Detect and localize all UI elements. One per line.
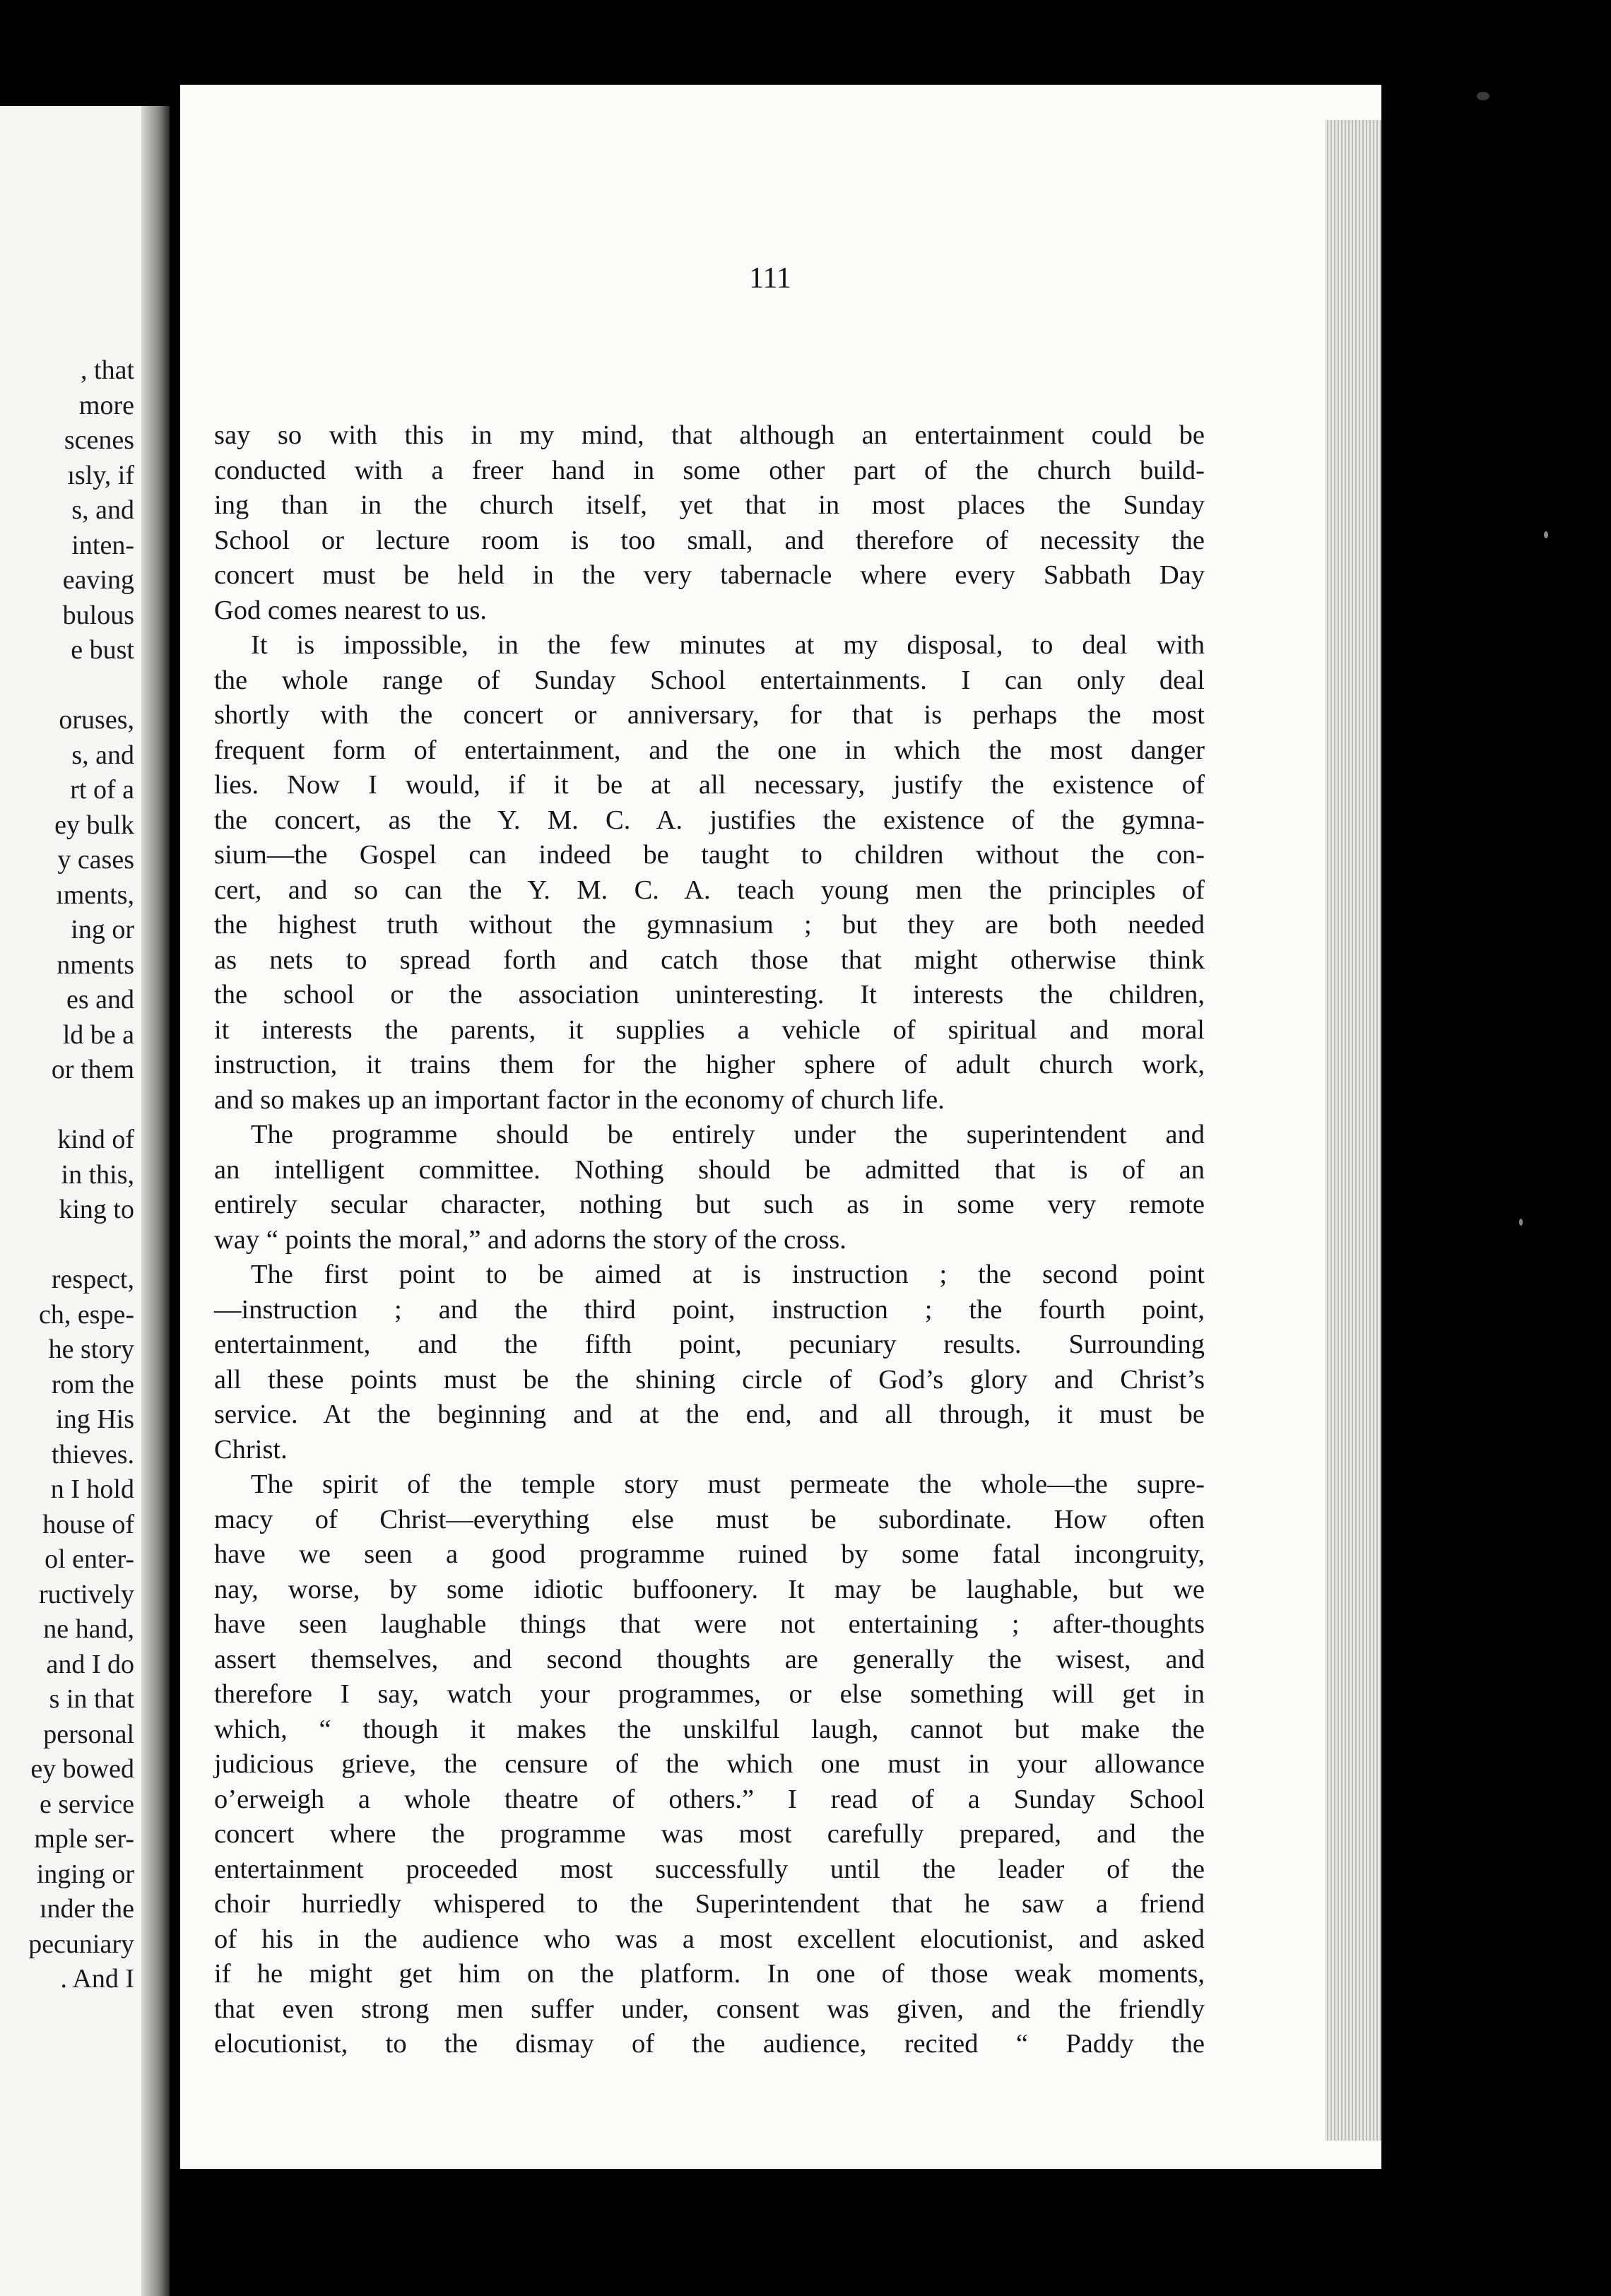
text-line: assert themselves, and second thoughts are generally the wisest, and	[214, 1644, 1205, 1674]
facing-text-fragment: , that	[81, 355, 134, 385]
text-line: concert must be held in the very tabernacle where every Sabbath Day	[214, 560, 1205, 590]
facing-text-fragment: ne hand,	[43, 1614, 134, 1644]
text-line: entertainment, and the fifth point, pecuniary results. Surrounding	[214, 1330, 1205, 1359]
text-line: conducted with a freer hand in some other part of the church build-	[214, 455, 1205, 485]
facing-text-fragment: y cases	[57, 845, 134, 875]
text-line: an intelligent committee. Nothing should be admitted that is of an	[214, 1154, 1205, 1185]
text-line: cert, and so can the Y. M. C. A. teach young men the principles of	[214, 875, 1205, 905]
facing-text-fragment: rom the	[51, 1369, 134, 1400]
text-line: the school or the association uninteresting. It interests the children,	[214, 980, 1205, 1010]
text-line: School or lecture room is too small, and therefore of necessity the	[214, 525, 1205, 555]
facing-text-fragment: more	[78, 390, 134, 420]
facing-text-fragment: rt of a	[70, 775, 134, 805]
text-line: judicious grieve, the censure of the which one must in your allowance	[214, 1749, 1205, 1779]
facing-text-fragment: ol enter-	[45, 1544, 134, 1574]
text-line: concert where the programme was most carefully prepared, and the	[214, 1819, 1205, 1849]
text-line: that even strong men suffer under, consent was given, and the friendly	[214, 1994, 1205, 2024]
text-line: all these points must be the shining circle of God’s glory and Christ’s	[214, 1364, 1205, 1395]
facing-text-fragment: inten-	[71, 530, 134, 560]
facing-text-fragment: oruses,	[59, 705, 134, 735]
text-line: elocutionist, to the dismay of the audience, recited “ Paddy the	[214, 2029, 1205, 2059]
text-line: say so with this in my mind, that although an entertainment could be	[214, 420, 1205, 450]
scan-speck	[1544, 531, 1548, 538]
text-line: nay, worse, by some idiotic buffoonery. It may be laughable, but we	[214, 1574, 1205, 1604]
text-line: entirely secular character, nothing but such as in some very remote	[214, 1190, 1205, 1219]
page-edges	[1325, 120, 1381, 2141]
text-line: frequent form of entertainment, and the one in which the most danger	[214, 735, 1205, 765]
text-line: sium—the Gospel can indeed be taught to children without the con-	[214, 840, 1205, 870]
facing-text-fragment: he story	[48, 1335, 134, 1364]
facing-page	[0, 106, 141, 2296]
page-number: 111	[749, 262, 791, 295]
text-line: lies. Now I would, if it be at all necessary, justify the existence of	[214, 770, 1205, 800]
facing-text-fragment: and I do	[46, 1649, 134, 1679]
facing-text-fragment: respect,	[51, 1265, 134, 1294]
scan-speck	[1519, 1219, 1523, 1226]
facing-text-fragment: ructively	[38, 1579, 134, 1609]
facing-text-fragment: king to	[59, 1195, 134, 1224]
facing-text-fragment: es and	[66, 985, 134, 1014]
text-line: It is impossible, in the few minutes at my disposal, to deal with	[251, 630, 1205, 660]
facing-text-fragment: bulous	[62, 600, 134, 630]
facing-text-fragment: mple ser-	[34, 1824, 134, 1854]
facing-text-fragment: . And I	[60, 1964, 134, 1994]
facing-text-fragment: s in that	[49, 1684, 134, 1714]
text-line: way “ points the moral,” and adorns the story of the cross.	[214, 1224, 846, 1255]
facing-text-fragment: or them	[51, 1055, 134, 1084]
facing-text-fragment: ey bulk	[54, 810, 134, 840]
facing-text-fragment: n I hold	[50, 1474, 134, 1504]
facing-text-fragment: nments	[57, 949, 134, 980]
text-line: the concert, as the Y. M. C. A. justifies the existence of the gymna-	[214, 805, 1205, 835]
text-line: instruction, it trains them for the higher sphere of adult church work,	[214, 1050, 1205, 1079]
text-line: macy of Christ—everything else must be subordinate. How often	[214, 1504, 1205, 1534]
text-line: —instruction ; and the third point, instruction ; the fourth point,	[214, 1294, 1205, 1325]
book-page	[180, 85, 1381, 2169]
scan-speck	[1477, 92, 1489, 100]
text-line: it interests the parents, it supplies a vehicle of spiritual and moral	[214, 1014, 1205, 1045]
text-line: as nets to spread forth and catch those that might otherwise think	[214, 945, 1205, 975]
facing-text-fragment: ısly, if	[67, 460, 134, 490]
facing-text-fragment: e service	[40, 1789, 134, 1819]
facing-text-fragment: pecuniary	[28, 1929, 134, 1959]
facing-text-fragment: kind of	[57, 1125, 134, 1154]
text-line: have we seen a good programme ruined by some fatal incongruity,	[214, 1539, 1205, 1569]
facing-text-fragment: e bust	[71, 635, 134, 665]
facing-text-fragment: scenes	[64, 425, 134, 455]
text-line: Christ.	[214, 1434, 288, 1464]
text-line: ing than in the church itself, yet that in most places the Sunday	[214, 490, 1205, 520]
text-line: therefore I say, watch your programmes, or else something will get in	[214, 1679, 1205, 1709]
text-line: service. At the beginning and at the end, and all through, it must be	[214, 1400, 1205, 1429]
text-line: choir hurriedly whispered to the Superintendent that he saw a friend	[214, 1889, 1205, 1919]
facing-text-fragment: ey bowed	[30, 1754, 134, 1784]
body-text	[214, 418, 1205, 2062]
facing-text-fragment: house of	[42, 1509, 134, 1539]
text-line: shortly with the concert or anniversary, for that is perhaps the most	[214, 700, 1205, 730]
facing-text-fragment: ınder the	[39, 1894, 134, 1924]
facing-text-fragment: ing His	[56, 1404, 134, 1434]
facing-text-fragment: in this,	[61, 1159, 134, 1190]
text-line: have seen laughable things that were not entertaining ; after-thoughts	[214, 1609, 1205, 1639]
book-gutter	[141, 106, 170, 2296]
text-line: the highest truth without the gymnasium ; but they are both needed	[214, 910, 1205, 940]
facing-text-fragment: ing or	[71, 915, 134, 945]
text-line: The first point to be aimed at is instruction ; the second point	[251, 1260, 1205, 1289]
text-line: God comes nearest to us.	[214, 595, 487, 625]
text-line: of his in the audience who was a most excellent elocutionist, and asked	[214, 1924, 1205, 1954]
facing-text-fragment: ld be a	[62, 1019, 134, 1050]
facing-text-fragment: s, and	[71, 495, 134, 525]
text-line: o’erweigh a whole theatre of others.” I read of a Sunday School	[214, 1784, 1205, 1814]
text-line: if he might get him on the platform. In one of those weak moments,	[214, 1959, 1205, 1989]
facing-text-fragment: eaving	[62, 565, 134, 595]
facing-text-fragment: ıments,	[56, 880, 134, 910]
text-line: The spirit of the temple story must permeate the whole—the supre-	[251, 1469, 1205, 1499]
text-line: the whole range of Sunday School entertainments. I can only deal	[214, 665, 1205, 695]
facing-text-fragment: ch, espe-	[38, 1299, 134, 1330]
text-line: which, “ though it makes the unskilful laugh, cannot but make the	[214, 1714, 1205, 1744]
text-line: The programme should be entirely under the superintendent and	[251, 1120, 1205, 1149]
text-line: and so makes up an important factor in the economy of church life.	[214, 1084, 945, 1115]
facing-text-fragment: personal	[43, 1719, 134, 1749]
facing-text-fragment: s, and	[71, 740, 134, 770]
facing-text-fragment: inging or	[36, 1859, 134, 1889]
text-line: entertainment proceeded most successfully until the leader of the	[214, 1854, 1205, 1884]
facing-text-fragment: thieves.	[51, 1439, 134, 1469]
